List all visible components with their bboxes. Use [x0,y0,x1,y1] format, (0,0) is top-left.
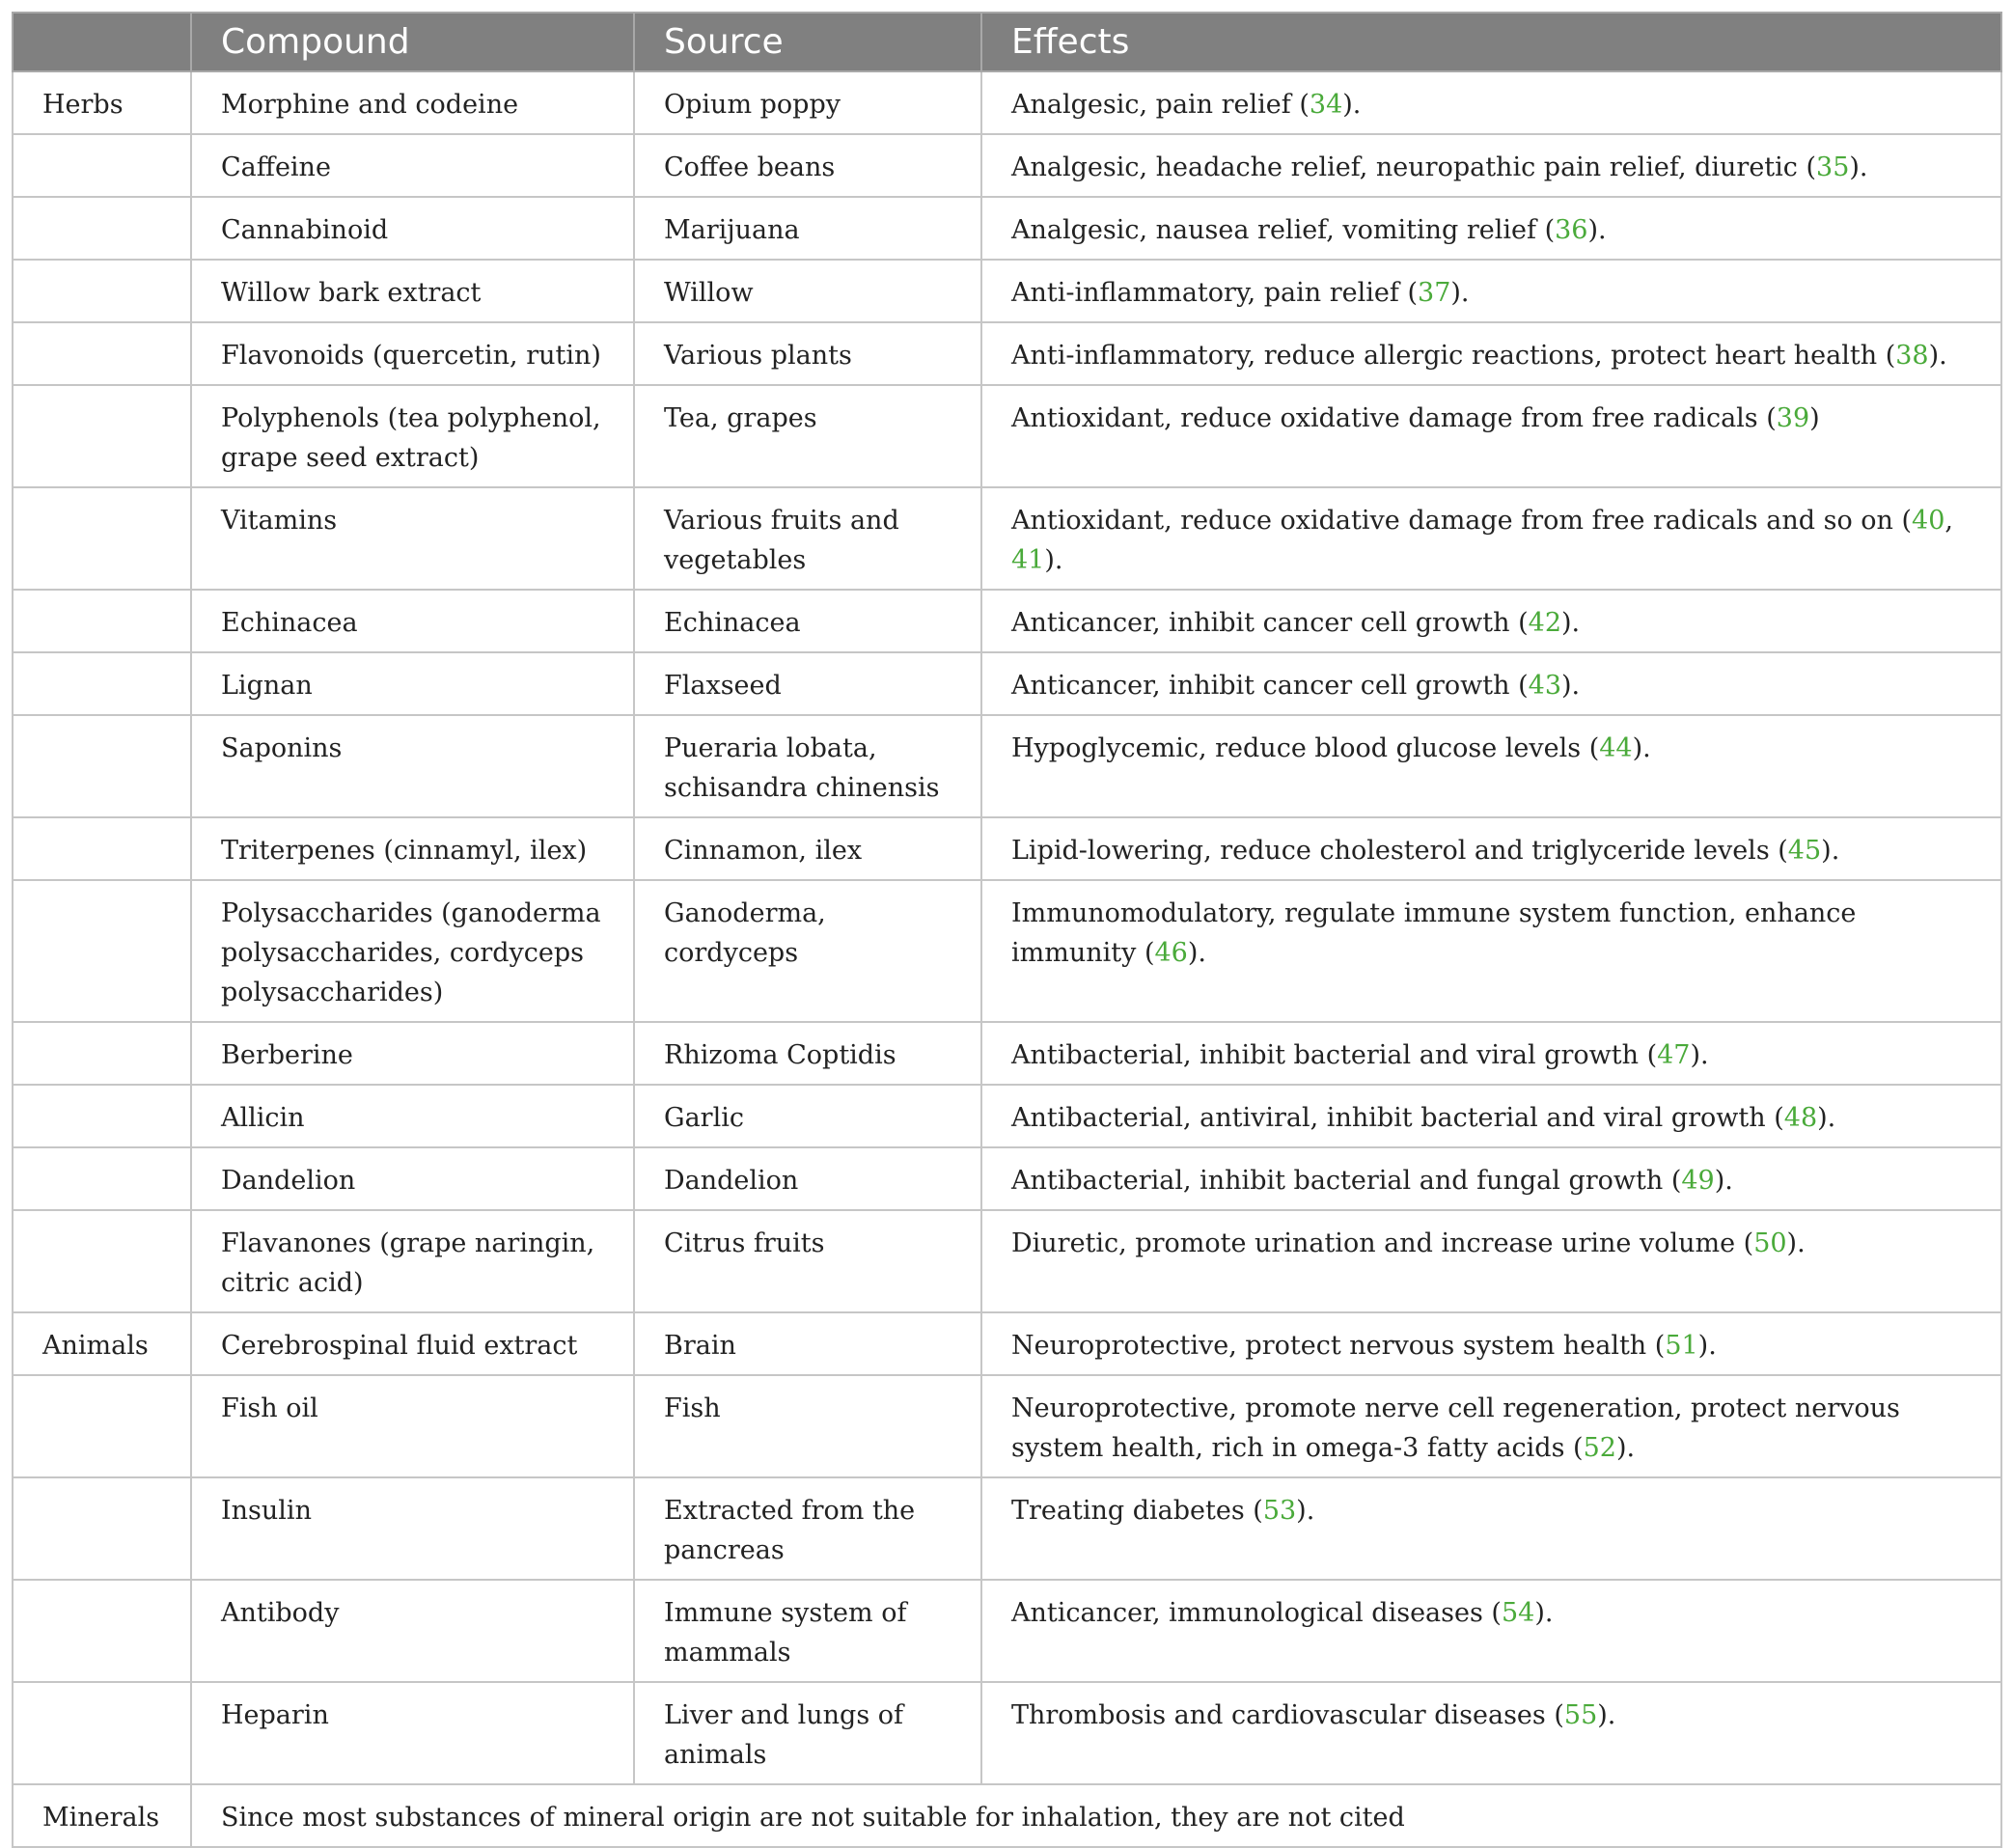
effects-text: Antibacterial, inhibit bacterial and viral growth ( [1011,1040,1658,1070]
reference-link[interactable]: 34 [1309,90,1343,120]
table-row [13,197,2001,260]
table-row [13,1477,2001,1580]
group-cell [13,1580,191,1682]
source-cell: Pueraria lobata, schisandra chinensis [634,715,981,817]
group-cell: Minerals [13,1784,191,1847]
reference-link[interactable]: 50 [1753,1228,1787,1258]
reference-link[interactable]: 53 [1262,1496,1297,1526]
compound-cell: Saponins [191,715,634,817]
compound-cell: Insulin [191,1477,634,1580]
table-row [13,590,2001,652]
effects-cell [981,880,2001,1022]
effects-cell [981,715,2001,817]
compound-cell: Echinacea [191,590,634,652]
reference-link[interactable]: 37 [1418,278,1451,308]
group-cell [13,1682,191,1784]
effects-tail: ). [1044,545,1063,575]
effects-tail: ). [1597,1700,1616,1730]
effects-text: Immunomodulatory, regulate immune system function, enhance immunity ( [1011,898,1857,968]
source-cell: Liver and lungs of animals [634,1682,981,1784]
compound-cell: Allicin [191,1085,634,1147]
effects-text: Neuroprotective, protect nervous system health ( [1011,1331,1666,1361]
compound-cell: Berberine [191,1022,634,1085]
effects-text: Analgesic, pain relief ( [1011,90,1310,120]
effects-text: Analgesic, headache relief, neuropathic pain relief, diuretic ( [1011,152,1817,182]
effects-text: Antibacterial, antiviral, inhibit bacterial and viral growth ( [1011,1103,1784,1133]
reference-link[interactable]: 49 [1681,1166,1715,1196]
group-cell [13,322,191,385]
compound-cell: Willow bark extract [191,260,634,322]
reference-link[interactable]: 46 [1154,938,1188,968]
table-row [13,817,2001,880]
reference-link[interactable]: 54 [1501,1598,1535,1628]
compound-cell: Polyphenols (tea polyphenol, grape seed extract) [191,385,634,487]
source-cell: Various fruits and vegetables [634,487,981,590]
source-cell: Cinnamon, ilex [634,817,981,880]
source-cell: Citrus fruits [634,1210,981,1312]
reference-link[interactable]: 41 [1011,545,1045,575]
source-cell: Coffee beans [634,134,981,197]
effects-cell [981,1312,2001,1375]
effects-cell [981,817,2001,880]
compound-cell: Fish oil [191,1375,634,1477]
effects-tail: ). [1821,836,1840,866]
group-cell: Herbs [13,71,191,134]
group-cell [13,652,191,715]
table-row [13,385,2001,487]
reference-link[interactable]: 47 [1657,1040,1691,1070]
compound-cell: Lignan [191,652,634,715]
reference-link[interactable]: 35 [1816,152,1850,182]
effects-tail: ). [1587,215,1607,245]
compound-cell: Cerebrospinal fluid extract [191,1312,634,1375]
effects-text: Hypoglycemic, reduce blood glucose levels ( [1011,733,1600,763]
effects-cell [981,1085,2001,1147]
effects-text: Anti-inflammatory, reduce allergic reactions, protect heart health ( [1011,341,1896,371]
compound-cell: Heparin [191,1682,634,1784]
compound-cell: Flavanones (grape naringin, citric acid) [191,1210,634,1312]
reference-link[interactable]: 55 [1563,1700,1598,1730]
reference-link[interactable]: 40 [1912,506,1945,536]
group-cell [13,1210,191,1312]
effects-text: Treating diabetes ( [1011,1496,1263,1526]
table-row [13,260,2001,322]
table-row [13,715,2001,817]
group-cell [13,1477,191,1580]
minerals-note: Since most substances of mineral origin are not suitable for inhalation, they are not cited [191,1784,2001,1847]
table-row [13,1580,2001,1682]
table-row [13,487,2001,590]
compound-cell: Flavonoids (quercetin, rutin) [191,322,634,385]
effects-tail: ). [1849,152,1868,182]
effects-tail: ). [1817,1103,1836,1133]
reference-link[interactable]: 42 [1528,608,1562,638]
table-row [13,1022,2001,1085]
table-row [13,1682,2001,1784]
effects-tail: ). [1928,341,1947,371]
reference-link[interactable]: 48 [1783,1103,1818,1133]
group-cell [13,1022,191,1085]
effects-tail: ). [1690,1040,1709,1070]
reference-link[interactable]: 39 [1776,403,1810,433]
reference-link[interactable]: 52 [1583,1433,1616,1463]
effects-cell [981,260,2001,322]
table-row [13,71,2001,134]
effects-cell [981,1682,2001,1784]
effects-tail: ). [1615,1433,1636,1463]
compound-cell: Antibody [191,1580,634,1682]
group-cell: Animals [13,1312,191,1375]
source-cell: Flaxseed [634,652,981,715]
header-row [13,13,2001,71]
reference-link[interactable]: 43 [1528,671,1562,701]
group-cell [13,1085,191,1147]
effects-text: Antibacterial, inhibit bacterial and fungal growth ( [1011,1166,1682,1196]
compound-cell: Cannabinoid [191,197,634,260]
effects-cell [981,487,2001,590]
header-group [13,13,191,71]
compound-cell: Morphine and codeine [191,71,634,134]
source-cell: Marijuana [634,197,981,260]
source-cell: Dandelion [634,1147,981,1210]
table-container [12,12,2000,1848]
table-row [13,880,2001,1022]
source-cell: Fish [634,1375,981,1477]
source-cell: Various plants [634,322,981,385]
header-effects: Effects [981,13,2001,71]
group-cell [13,1375,191,1477]
effects-cell [981,1147,2001,1210]
table-body [13,71,2001,1847]
effects-tail: ). [1632,733,1651,763]
ref-separator: , [1944,506,1953,536]
header-compound: Compound [191,13,634,71]
compound-cell: Triterpenes (cinnamyl, ilex) [191,817,634,880]
compound-cell: Polysaccharides (ganoderma polysaccharides, cordyceps polysaccharides) [191,880,634,1022]
effects-tail: ). [1450,278,1470,308]
group-cell [13,385,191,487]
source-cell: Brain [634,1312,981,1375]
reference-link[interactable]: 51 [1665,1331,1698,1361]
compound-cell: Dandelion [191,1147,634,1210]
effects-tail: ). [1561,671,1581,701]
effects-cell [981,134,2001,197]
group-cell [13,134,191,197]
effects-cell [981,385,2001,487]
effects-cell [981,1022,2001,1085]
group-cell [13,590,191,652]
effects-cell [981,1580,2001,1682]
table-row [13,1147,2001,1210]
compound-cell: Caffeine [191,134,634,197]
effects-tail: ). [1187,938,1206,968]
effects-text: Antioxidant, reduce oxidative damage from free radicals and so on ( [1011,506,1913,536]
effects-tail: ). [1296,1496,1315,1526]
reference-link[interactable]: 45 [1787,836,1822,866]
effects-text: Neuroprotective, promote nerve cell regeneration, protect nervous system health, rich in omega-3 fatty acids ( [1011,1393,1900,1463]
group-cell [13,1147,191,1210]
effects-tail: ) [1809,403,1820,433]
compounds-table [12,12,2002,1848]
source-cell: Willow [634,260,981,322]
effects-text: Anticancer, inhibit cancer cell growth ( [1011,671,1529,701]
effects-text: Antioxidant, reduce oxidative damage from free radicals ( [1011,403,1777,433]
compound-cell: Vitamins [191,487,634,590]
header-source: Source [634,13,981,71]
effects-tail: ). [1697,1331,1717,1361]
group-cell [13,880,191,1022]
effects-text: Diuretic, promote urination and increase urine volume ( [1011,1228,1754,1258]
effects-text: Anticancer, inhibit cancer cell growth ( [1011,608,1529,638]
source-cell: Echinacea [634,590,981,652]
table-row [13,1210,2001,1312]
effects-tail: ). [1342,90,1362,120]
table-row [13,134,2001,197]
effects-cell [981,322,2001,385]
effects-cell [981,71,2001,134]
effects-text: Anti-inflammatory, pain relief ( [1011,278,1419,308]
effects-tail: ). [1714,1166,1733,1196]
effects-cell [981,197,2001,260]
group-cell [13,197,191,260]
effects-cell [981,1375,2001,1477]
effects-cell [981,652,2001,715]
effects-tail: ). [1534,1598,1554,1628]
table-row-minerals [13,1784,2001,1847]
table-row [13,652,2001,715]
source-cell: Opium poppy [634,71,981,134]
table-row [13,1085,2001,1147]
table-row [13,322,2001,385]
source-cell: Garlic [634,1085,981,1147]
group-cell [13,715,191,817]
source-cell: Tea, grapes [634,385,981,487]
effects-cell [981,1210,2001,1312]
reference-link[interactable]: 38 [1895,341,1929,371]
effects-tail: ). [1561,608,1581,638]
reference-link[interactable]: 44 [1599,733,1633,763]
effects-text: Analgesic, nausea relief, vomiting relief ( [1011,215,1556,245]
effects-text: Anticancer, immunological diseases ( [1011,1598,1502,1628]
source-cell: Rhizoma Coptidis [634,1022,981,1085]
effects-cell [981,590,2001,652]
source-cell: Ganoderma, cordyceps [634,880,981,1022]
table-row [13,1312,2001,1375]
source-cell: Immune system of mammals [634,1580,981,1682]
group-cell [13,260,191,322]
table-row [13,1375,2001,1477]
effects-text: Thrombosis and cardiovascular diseases ( [1011,1700,1564,1730]
group-cell [13,487,191,590]
effects-cell [981,1477,2001,1580]
group-cell [13,817,191,880]
source-cell: Extracted from the pancreas [634,1477,981,1580]
effects-tail: ). [1786,1228,1806,1258]
effects-text: Lipid-lowering, reduce cholesterol and triglyceride levels ( [1011,836,1788,866]
reference-link[interactable]: 36 [1555,215,1588,245]
